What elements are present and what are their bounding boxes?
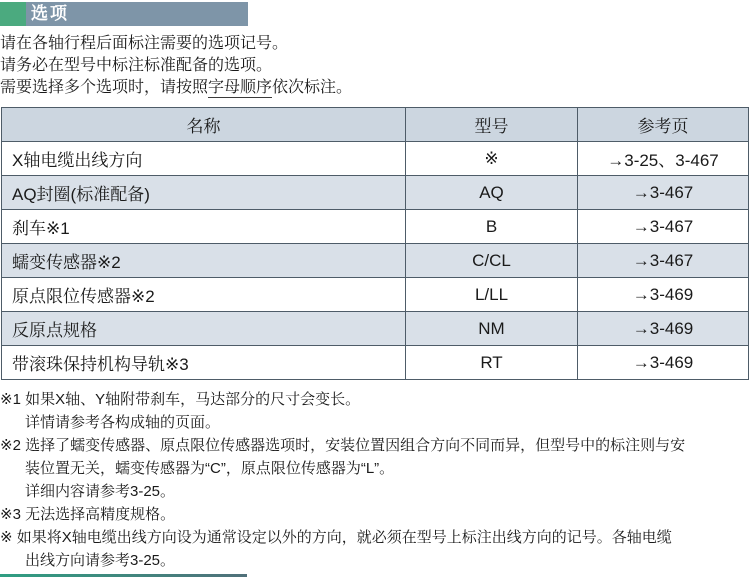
intro-line-1: 请在各轴行程后面标注需要的选项记号。 [0,35,289,52]
option-model: AQ [406,176,578,210]
option-ref: →3-469 [578,312,749,346]
option-name: 反原点规格 [2,312,406,346]
footnote-line: 装位置无关，蠕变传感器为“C”，原点限位传感器为“L”。 [25,460,395,477]
footnotes [0,388,749,572]
option-model: ※ [406,142,578,176]
footnote-line: ※ 如果将X轴电缆出线方向设为通常设定以外的方向，就必须在型号上标注出线方向的记号。各轴电缆 [0,529,672,546]
option-name: 原点限位传感器※2 [2,278,406,312]
intro-line-3-pre: 需要选择多个选项时，请按照 [0,79,209,96]
table-row [2,312,749,346]
table-header-row [2,108,749,142]
option-name: 带滚珠保持机构导轨※3 [2,346,406,380]
option-ref: →3-467 [578,176,749,210]
intro-paragraph [0,33,749,99]
table-row [2,278,749,312]
footnote-line: 详细内容请参考3-25。 [25,483,176,500]
option-ref: →3-467 [578,244,749,278]
option-name: AQ封圈(标准配备) [2,176,406,210]
footnote-line: ※1 如果X轴、Y轴附带刹车，马达部分的尺寸会变长。 [0,391,361,408]
option-name: X轴电缆出线方向 [2,142,406,176]
table-row [2,346,749,380]
table-row [2,176,749,210]
intro-line-3-post: 依次标注。 [272,79,353,96]
option-ref: →3-469 [578,346,749,380]
footnote-line: ※2 选择了蠕变传感器、原点限位传感器选项时，安装位置因组合方向不同而异，但型号中的标注则与安 [0,437,686,454]
option-name: 刹车※1 [2,210,406,244]
options-table [1,107,749,380]
option-model: RT [406,346,578,380]
option-ref: →3-25、3-467 [578,142,749,176]
footnote-line: 详情请参考各构成轴的页面。 [25,414,221,431]
intro-line-3 [0,77,749,99]
intro-line-2: 请务必在型号中标注标准配备的选项。 [0,57,273,74]
col-header-name: 名称 [2,108,406,142]
option-model: C/CL [406,244,578,278]
section-title: 选项 [31,4,69,23]
col-header-ref: 参考页 [578,108,749,142]
option-ref: →3-467 [578,210,749,244]
footnote-line: 出线方向请参考3-25。 [25,552,176,569]
next-section-divider [0,574,247,577]
intro-line-3-underlined: 字母顺序 [208,79,273,96]
table-row [2,210,749,244]
section-header [0,2,248,26]
option-model: NM [406,312,578,346]
section-accent-square [0,2,26,26]
option-name: 蠕变传感器※2 [2,244,406,278]
footnote-line: ※3 无法选择高精度规格。 [0,506,176,523]
table-row [2,142,749,176]
table-row [2,244,749,278]
option-model: L/LL [406,278,578,312]
option-model: B [406,210,578,244]
option-ref: →3-469 [578,278,749,312]
col-header-model: 型号 [406,108,578,142]
